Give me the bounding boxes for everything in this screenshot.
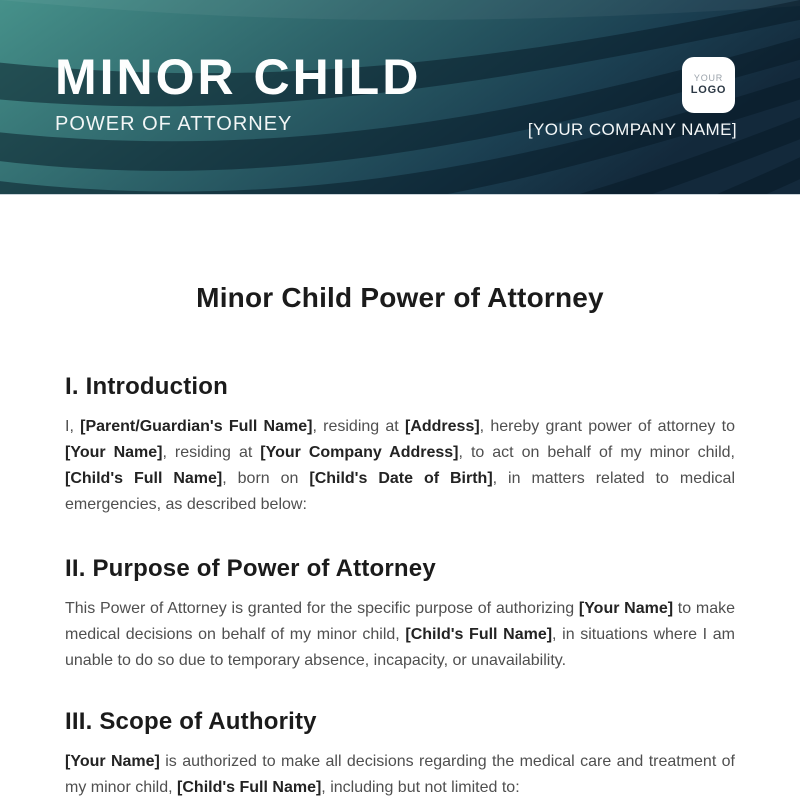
banner-brand-block — [528, 57, 737, 139]
section-scope — [65, 707, 735, 801]
section-heading-introduction: I. Introduction — [65, 373, 228, 400]
paragraph-text: to make medical decisions on behalf of my minor child, — [65, 600, 735, 643]
placeholder-field: [Child's Full Name] — [405, 626, 553, 643]
document-title: Minor Child Power of Attorney — [196, 282, 604, 313]
banner-title: MINOR CHILD — [55, 49, 422, 105]
placeholder-field: [Your Name] — [578, 600, 674, 617]
placeholder-field: [Your Company Address] — [260, 444, 459, 461]
section-paragraph-introduction — [65, 414, 735, 518]
logo-placeholder — [682, 57, 735, 113]
placeholder-field: [Parent/Guardian's Full Name] — [80, 418, 313, 435]
placeholder-field: [Child's Date of Birth] — [309, 470, 493, 487]
logo-text-your: YOUR — [693, 73, 724, 83]
paragraph-text: This Power of Attorney is granted for the specific purpose of authorizing — [65, 600, 579, 617]
paragraph-text: , born on — [222, 470, 310, 487]
section-purpose — [65, 554, 735, 674]
paragraph-text: , in matters related to medical emergencies, as described below: — [65, 470, 736, 513]
paragraph-text: , in situations where I am unable to do so due to temporary absence, incapacity, or unavailability. — [65, 626, 735, 669]
banner-title-block — [55, 50, 421, 135]
placeholder-field: [Your Name] — [65, 753, 160, 770]
section-paragraph-scope — [65, 749, 735, 801]
paragraph-text: is authorized to make all decisions regarding the medical care and treatment of my minor child, — [65, 753, 736, 796]
placeholder-field: [Your Name] — [65, 444, 163, 461]
placeholder-field: [Child's Full Name] — [177, 779, 322, 796]
section-heading-scope: III. Scope of Authority — [65, 708, 317, 735]
section-heading-purpose: II. Purpose of Power of Attorney — [65, 555, 436, 582]
paragraph-text: , to act on behalf of my minor child, — [458, 444, 735, 461]
logo-text-logo: LOGO — [690, 84, 727, 96]
company-name: [YOUR COMPANY NAME] — [527, 120, 737, 139]
placeholder-field: [Address] — [404, 418, 480, 435]
section-paragraph-purpose — [65, 596, 735, 674]
banner-subtitle: POWER OF ATTORNEY — [55, 113, 293, 135]
paragraph-text: , hereby grant power of attorney to — [479, 418, 735, 435]
banner — [0, 0, 800, 195]
paragraph-text: I, — [65, 418, 81, 435]
placeholder-field: [Child's Full Name] — [65, 470, 223, 487]
paragraph-text: , including but not limited to: — [321, 779, 520, 796]
paragraph-text: , residing at — [312, 418, 405, 435]
document-body — [0, 195, 800, 801]
paragraph-text: , residing at — [162, 444, 261, 461]
section-introduction — [65, 372, 735, 518]
